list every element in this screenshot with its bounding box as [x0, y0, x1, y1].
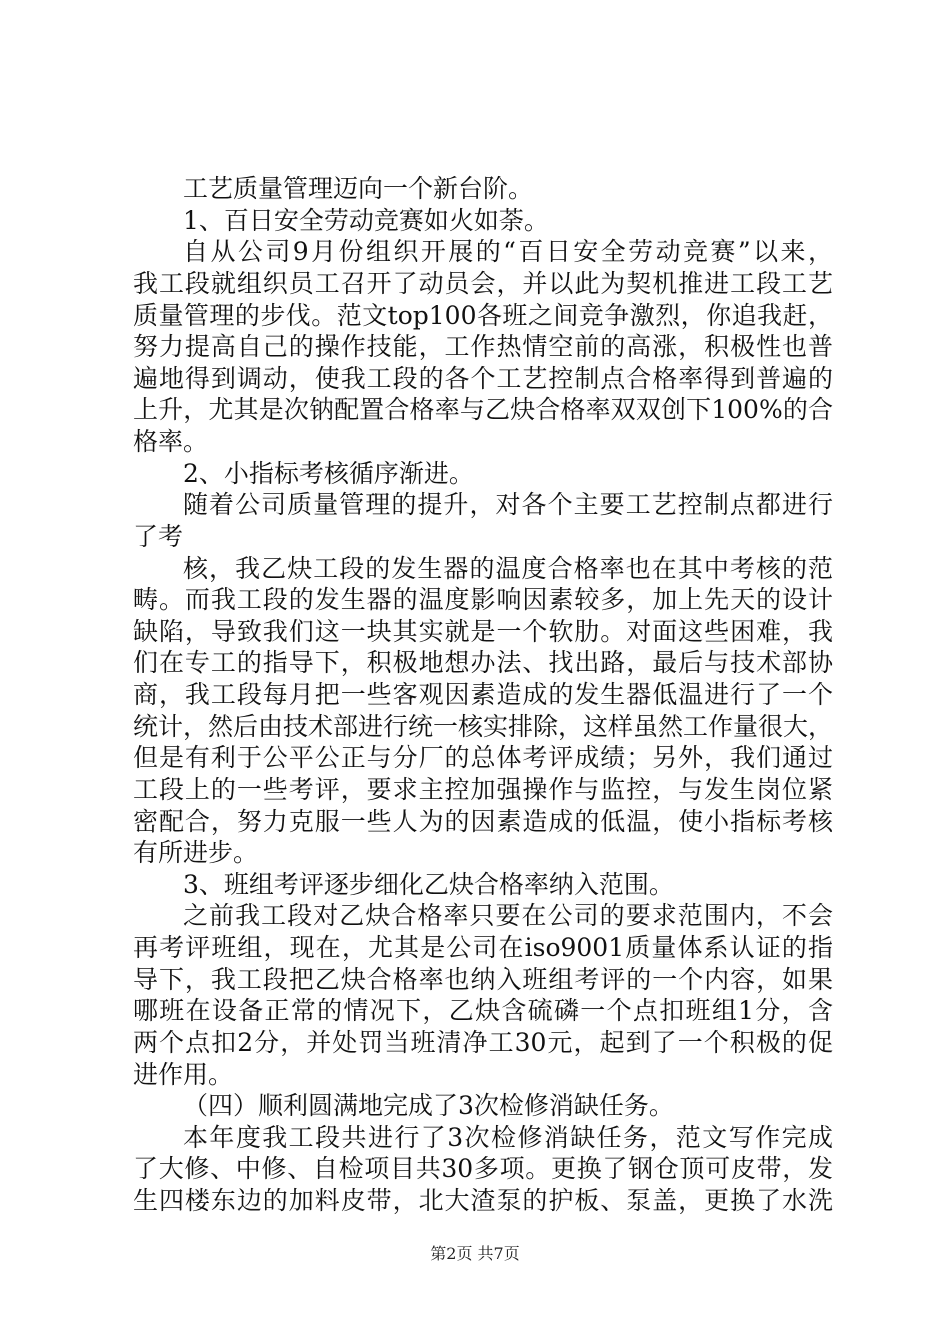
paragraph-line: 自从公司9月份组织开展的“百日安全劳动竞赛”以来， [183, 237, 833, 266]
paragraph-line: 生四楼东边的加料皮带，北大渣泵的护板、泵盖，更换了水洗 [133, 1186, 833, 1215]
paragraph-line: 核，我乙炔工段的发生器的温度合格率也在其中考核的范 [183, 554, 833, 583]
paragraph-line: 随着公司质量管理的提升，对各个主要工艺控制点都进行 [183, 490, 833, 519]
paragraph-line: 缺陷，导致我们这一块其实就是一个软肋。对面这些困难，我 [133, 617, 833, 646]
paragraph-line: 上升，尤其是次钠配置合格率与乙炔合格率双双创下100%的合 [133, 395, 833, 424]
paragraph-line: 格率。 [133, 427, 209, 456]
paragraph-line: 畴。而我工段的发生器的温度影响因素较多，加上先天的设计 [133, 585, 833, 614]
paragraph-line: 两个点扣2分，并处罚当班清净工30元，起到了一个积极的促 [133, 1028, 833, 1057]
paragraph-line: 但是有利于公平公正与分厂的总体考评成绩；另外，我们通过 [133, 743, 833, 772]
paragraph-line: 进作用。 [133, 1060, 234, 1089]
paragraph-line: 哪班在设备正常的情况下，乙炔含硫磷一个点扣班组1分，含 [133, 996, 833, 1025]
paragraph-line: 了考 [133, 522, 184, 551]
paragraph-line: 之前我工段对乙炔合格率只要在公司的要求范围内，不会 [183, 901, 833, 930]
section-heading: 3、班组考评逐步细化乙炔合格率纳入范围。 [183, 870, 674, 899]
paragraph-line: 有所进步。 [133, 838, 259, 867]
paragraph-line: 质量管理的步伐。范文top100各班之间竞争激烈，你追我赶， [133, 301, 833, 330]
paragraph-line: 工艺质量管理迈向一个新台阶。 [183, 174, 534, 203]
paragraph-line: 努力提高自己的操作技能，工作热情空前的高涨，积极性也普 [133, 332, 833, 361]
paragraph-line: 了大修、中修、自检项目共30多项。更换了钢仓顶可皮带，发 [133, 1154, 833, 1183]
paragraph-line: 商，我工段每月把一些客观因素造成的发生器低温进行了一个 [133, 680, 833, 709]
paragraph-line: 导下，我工段把乙炔合格率也纳入班组考评的一个内容，如果 [133, 965, 833, 994]
paragraph-line: 工段上的一些考评，要求主控加强操作与监控，与发生岗位紧 [133, 775, 833, 804]
paragraph-line: 遍地得到调动，使我工段的各个工艺控制点合格率得到普遍的 [133, 364, 833, 393]
paragraph-line: 我工段就组织员工召开了动员会，并以此为契机推进工段工艺 [133, 269, 833, 298]
paragraph-line: 们在专工的指导下，积极地想办法、找出路，最后与技术部协 [133, 648, 833, 677]
section-heading: 2、小指标考核循序渐进。 [183, 459, 474, 488]
paragraph-line: 再考评班组，现在，尤其是公司在iso9001质量体系认证的指 [133, 933, 833, 962]
section-heading: 1、百日安全劳动竞赛如火如荼。 [183, 206, 549, 235]
paragraph-line: 密配合，努力克服一些人为的因素造成的低温，使小指标考核 [133, 807, 833, 836]
section-heading: （四）顺利圆满地完成了3次检修消缺任务。 [183, 1091, 674, 1120]
paragraph-line: 本年度我工段共进行了3次检修消缺任务，范文写作完成 [183, 1123, 833, 1152]
page-footer: 第2页 共7页 [430, 1244, 520, 1263]
paragraph-line: 统计，然后由技术部进行统一核实排除，这样虽然工作量很大， [133, 712, 834, 741]
